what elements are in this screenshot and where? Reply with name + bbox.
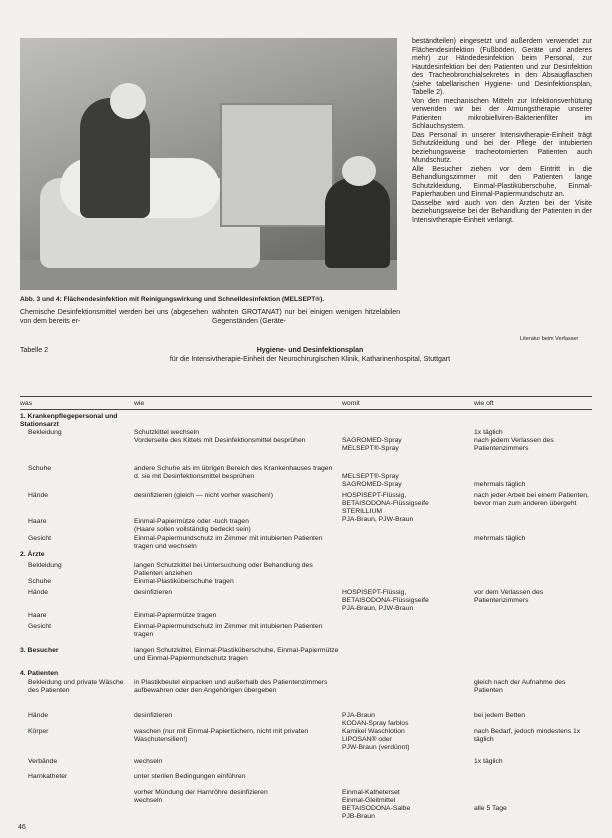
table-cell-wie: langen Schutzkittel bei Untersuchung oder Behandlung des Patienten anziehen	[134, 562, 313, 577]
table-cell-wie-oft: alle 5 Tage	[474, 805, 507, 812]
table-cell-wie: Schutzkittel wechseln Vorderseite des Kittels mit Desinfektionsmittel besprühen	[134, 429, 306, 444]
table-cell-womit: PJA-Braun KODAN-Spray farblos	[342, 712, 409, 727]
table-cell-wie: in Plastikbeutel einpacken und außerhalb des Patientenzimmers aufbewahren oder den Angehörigen übergeben	[134, 679, 328, 694]
left-column-2: wähnten GROTANAT) nur bei einigen wenigen hitzelabilen Gegenständen (Geräte-	[212, 309, 400, 325]
table-cell-wie: Einmal-Papiermundschutz im Zimmer mit intubierten Patienten tragen und wechseln	[134, 535, 323, 550]
photo-nurse-standing-head	[110, 83, 146, 119]
table-cell-was: Hände	[28, 589, 49, 596]
table-cell-wie: desinfizieren	[134, 589, 173, 596]
right-column	[412, 38, 592, 225]
table-cell-wie-oft: gleich nach der Aufnahme des Patienten	[474, 679, 566, 694]
table-cell-womit: Kamikel Waschlotion LIPOSAN® oder PJW-Braun (verdünnt)	[342, 728, 410, 751]
table-cell-was: Hände	[28, 492, 49, 499]
col-header-wie: wie	[134, 400, 145, 407]
table-cell-was: Hände	[28, 712, 49, 719]
table-cell-wie-oft: 1x täglich	[474, 758, 503, 765]
literature-credit: Literatur beim Verfasser	[520, 336, 579, 342]
table-cell-was: Harnkatheter	[28, 773, 68, 780]
col-header-wie-oft: wie oft	[474, 400, 494, 407]
table-label: Tabelle 2	[20, 347, 49, 354]
table-cell-was: Gesicht	[28, 623, 52, 630]
table-cell-was: 1. Krankenpflegepersonal und Stationsarzt	[20, 413, 118, 428]
table-cell-was: Bekleidung und private Wäsche des Patienten	[28, 679, 124, 694]
table-cell-wie-oft: 1x täglich nach jedem Verlassen des Patientenzimmers	[474, 429, 554, 452]
table-cell-wie-oft: nach Bedarf, jedoch mindestens 1x täglich	[474, 728, 581, 743]
table-cell-wie: Einmal-Papiermütze tragen	[134, 612, 217, 619]
table-cell-was: Bekleidung	[28, 562, 62, 569]
col-header-womit: womit	[342, 400, 360, 407]
table-cell-wie: langen Schutzkittel, Einmal-Plastiküberschuhe, Einmal-Papiermütze und Einmal-Papiermundschutz tragen	[134, 647, 339, 662]
paragraph: Von den mechanischen Mitteln zur Infektionsverhütung verwenden wir bei der Atmungstherapie unserer Patienten mikrobiellviren-Bakterienfilter im Schlauchsystem.	[412, 97, 592, 130]
paragraph: Dasselbe wird auch von den Ärzten bei der Visite beziehungsweise bei der Behandlung der Patienten in der Intensivtherapie-Einheit verlangt.	[412, 199, 592, 224]
table-cell-womit: HOSPISEPT-Flüssig, BETAISODONA-Flüssigseife PJA-Braun, PJW-Braun	[342, 589, 429, 612]
paragraph: Alle Besucher ziehen vor dem Eintritt in die Behandlungszimmer mit den Patienten lange Schutzkleidung, Einmal-Plastiküberschuhe, Einmal-Papierhauben und Einmal-Papiermundschutz an.	[412, 165, 592, 198]
paragraph: beständteilen) eingesetzt und außerdem verwendet zur Flächendesinfektion (Fußböden, Geräte und anderes mehr) zur Händedesinfektion beim Personal, zur Hautdesinfektion bei den Patienten und zur Desinfektion des Tracheobronchialsekretes in den Absaugflaschen (siehe tabellarischen Hygiene- und Desinfektionsplan, Tabelle 2).	[412, 38, 592, 96]
table-cell-wie: desinfizieren (gleich — nicht vorher waschen!)	[134, 492, 274, 499]
table-title	[110, 347, 510, 364]
table-cell-womit: MELSEPT®-Spray SAGROMED-Spray	[342, 473, 402, 488]
left-column-1: Chemische Desinfektionsmittel werden bei uns (abgesehen von dem bereits er-	[20, 309, 208, 325]
table-cell-wie: wechseln	[134, 758, 163, 765]
table-cell-was: Verbände	[28, 758, 58, 765]
photo-nurse-standing	[80, 98, 150, 218]
table-cell-was: Schuhe	[28, 578, 52, 585]
table-cell-wie: andere Schuhe als im übrigen Bereich des Krankenhauses tragen d. sie mit Desinfektionsmittel besprühen	[134, 465, 333, 480]
table-cell-womit: Einmal-Katheterset Einmal-Gleitmittel BETAISODONA-Salbe PJB-Braun	[342, 789, 411, 820]
table-header-rule	[20, 409, 592, 410]
table-cell-wie-oft: mehrmals täglich	[474, 481, 526, 488]
table-cell-wie-oft: bei jedem Betten	[474, 712, 526, 719]
table-cell-was: 2. Ärzte	[20, 551, 45, 558]
table-subtitle: für die Intensivtherapie-Einheit der Neurochirurgischen Klinik, Katharinenhospital, Stuttgart	[169, 355, 451, 363]
figure-caption: Abb. 3 und 4: Flächendesinfektion mit Reinigungswirkung und Schnelldesinfektion (MELSEPT®).	[20, 296, 325, 303]
table-top-rule	[20, 396, 592, 397]
table-cell-was: Schuhe	[28, 465, 52, 472]
table-cell-was: Körper	[28, 728, 49, 735]
table-cell-womit: HOSPISEPT-Flüssig, BETAISODONA-Flüssigseife STERILLIUM PJA-Braun, PJW-Braun	[342, 492, 429, 523]
table-cell-wie-oft: mehrmals täglich	[474, 535, 526, 542]
paragraph: Das Personal in unserer Intensivtherapie-Einheit trägt Schutzkleidung und bei der Pflege der intubierten beziehungsweise tracheotomierten Patienten auch Mundschutz.	[412, 131, 592, 164]
table-cell-was: 4. Patienten	[20, 670, 59, 677]
table-title-main: Hygiene- und Desinfektionsplan	[256, 347, 364, 354]
photo-equipment-cabinet	[220, 103, 334, 227]
table-cell-wie: unter sterilen Bedingungen einführen vorher Mündung der Harnröhre desinfizieren wechseln	[134, 773, 268, 804]
table-cell-wie: desinfizieren	[134, 712, 173, 719]
page-number: 46	[18, 824, 26, 831]
photo-nurse-kneeling	[325, 178, 390, 268]
table-cell-wie-oft: nach jeder Arbeit bei einem Patienten, bevor man zum anderen übergeht	[474, 492, 589, 507]
table-cell-wie-oft: vor dem Verlassen des Patientenzimmers	[474, 589, 544, 604]
col-header-was: was	[20, 400, 33, 407]
table-cell-was: Bekleidung	[28, 429, 62, 436]
table-cell-wie: Einmal-Papiermundschutz im Zimmer mit intubierten Patienten tragen	[134, 623, 323, 638]
photo-nurse-kneeling-head	[342, 156, 376, 186]
table-cell-womit: SAGROMED-Spray MELSEPT®-Spray	[342, 437, 402, 452]
table-cell-was: Gesicht	[28, 535, 52, 542]
table-cell-was: Haare	[28, 518, 47, 525]
table-cell-wie: waschen (nur mit Einmal-Papiertüchern, nicht mit privaten Waschutensilien!)	[134, 728, 309, 743]
table-cell-was: 3. Besucher	[20, 647, 59, 654]
figure-photo	[20, 38, 397, 290]
table-cell-wie: Einmal-Papiermütze oder -tuch tragen (Haare sollen vollständig bedeckt sein)	[134, 518, 251, 533]
table-cell-wie: Einmal-Plastiküberschuhe tragen	[134, 578, 234, 585]
table-cell-was: Haare	[28, 612, 47, 619]
